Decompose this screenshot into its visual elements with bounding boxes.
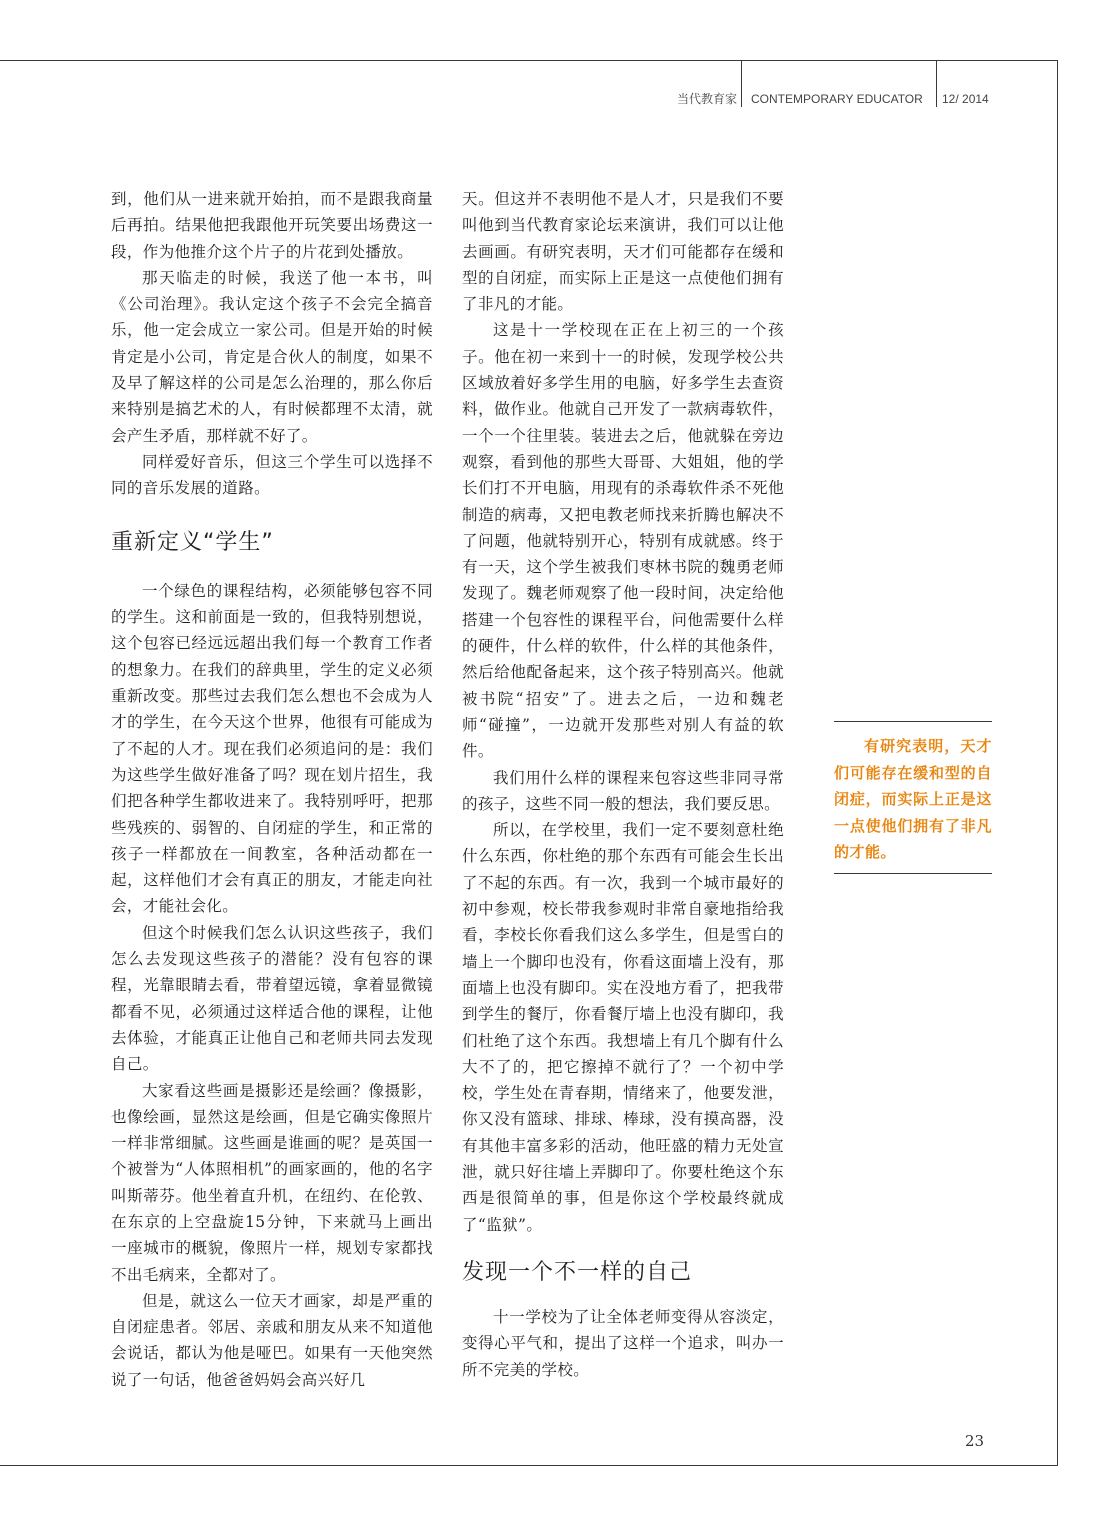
paragraph: 这是十一学校现在正在上初三的一个孩子。他在初一来到十一的时候，发现学校公共区域放着好多学生用的电脑，好多学生去查资料，做作业。他就自己开发了一款病毒软件，一个一个往里装。装进去之后，他就躲在旁边观察，看到他的那些大哥哥、大姐姐，他的学长们打不开电脑，用现有的杀毒软件杀不死他制造的病毒，又把电教老师找来折腾也解决不了问题，他就特别开心，特别有成就感。终于有一天，这个学生被我们枣林书院的魏勇老师发现了。魏老师观察了他一段时间，决定给他搭建一个包容性的课程平台，问他需要什么样的硬件，什么样的软件，什么样的其他条件，然后给他配备起来，这个孩子特别高兴。他就被书院“招安”了。进去之后，一边和魏老师“碰撞”，一边就开发那些对别人有益的软件。 — [462, 321, 784, 761]
pullquote-top-rule — [834, 721, 992, 722]
frame-top-rule — [0, 60, 1058, 61]
paragraph: 那天临走的时候，我送了他一本书，叫《公司治理》。我认定这个孩子不会完全搞音乐，他一定会成立一家公司。但是开始的时候肯定是小公司，肯定是合伙人的制度，如果不及早了解这样的公司是怎么治理的，那么你后来特别是搞艺术的人，有时候都理不太清，就会产生矛盾，那样就不好了。 — [111, 268, 433, 445]
page-number: 23 — [965, 1432, 985, 1450]
header-divider — [741, 60, 742, 107]
frame-bottom-rule — [0, 1465, 1058, 1466]
header-issue: 12/ 2014 — [942, 92, 989, 106]
frame-right-rule — [1057, 60, 1058, 1465]
header-magazine-en: CONTEMPORARY EDUCATOR — [751, 92, 923, 106]
section-heading: 重新定义“学生” — [111, 529, 274, 555]
paragraph: 但这个时候我们怎么认识这些孩子，我们怎么去发现这些孩子的潜能？没有包容的课程，光靠眼睛去看，带着望远镜，拿着显微镜都看不见，必须通过这样适合他的课程，让他去体验，才能真正让他自己和老师共同去发现自己。 — [111, 923, 433, 1074]
header-divider — [936, 60, 937, 107]
paragraph: 一个绿色的课程结构，必须能够包容不同的学生。这和前面是一致的，但我特别想说，这个包容已经远远超出我们每一个教育工作者的想象力。在我们的辞典里，学生的定义必须重新改变。那些过去我们怎么想也不会成为人才的学生，在今天这个世界，他很有可能成为了不起的人才。现在我们必须追问的是：我们为这些学生做好准备了吗？现在划片招生，我们把各种学生都收进来了。我特别呼吁，把那些残疾的、弱智的、自闭症的学生，和正常的孩子一样都放在一间教室，各种活动都在一起，这样他们才会有真正的朋友，才能走向社会，才能社会化。 — [111, 581, 433, 916]
left-column — [111, 186, 433, 1393]
paragraph: 到，他们从一进来就开始拍，而不是跟我商量后再拍。结果他把我跟他开玩笑要出场费这一段，作为他推介这个片子的片花到处播放。 — [111, 190, 433, 261]
section-heading: 发现一个不一样的自己 — [462, 1259, 693, 1285]
paragraph: 同样爱好音乐，但这三个学生可以选择不同的音乐发展的道路。 — [111, 452, 433, 498]
paragraph: 但是，就这么一位天才画家，却是严重的自闭症患者。邻居、亲戚和朋友从来不知道他会说话，都认为他是哑巴。如果有一天他突然说了一句话，他爸爸妈妈会高兴好几 — [111, 1291, 433, 1389]
paragraph: 十一学校为了让全体老师变得从容淡定，变得心平气和，提出了这样一个追求，叫办一所不完美的学校。 — [462, 1308, 784, 1379]
pullquote: 有研究表明，天才们可能存在缓和型的自闭症，而实际上正是这一点使他们拥有了非凡的才能。 — [834, 737, 992, 861]
pullquote-bottom-rule — [834, 873, 992, 874]
header-magazine-cn: 当代教育家 — [677, 92, 738, 106]
paragraph: 天。但这并不表明他不是人才，只是我们不要叫他到当代教育家论坛来演讲，我们可以让他去画画。有研究表明，天才们可能都存在缓和型的自闭症，而实际上正是这一点使他们拥有了非凡的才能。 — [462, 190, 784, 314]
right-column — [462, 186, 784, 1383]
paragraph: 所以，在学校里，我们一定不要刻意杜绝什么东西，你杜绝的那个东西有可能会生长出了不起的东西。有一次，我到一个城市最好的初中参观，校长带我参观时非常自豪地指给我看，李校长你看我们这么多学生，但是雪白的墙上一个脚印也没有，你看这面墙上没有，那面墙上也没有脚印。实在没地方看了，把我带到学生的餐厅，你看餐厅墙上也没有脚印，我们杜绝了这个东西。我想墙上有几个脚有什么大不了的，把它擦掉不就行了？一个初中学校，学生处在青春期，情绪来了，他要发泄，你又没有篮球、排球、棒球，没有摸高器，没有其他丰富多彩的活动，他旺盛的精力无处宣泄，就只好往墙上弄脚印了。你要杜绝这个东西是很简单的事，但是你这个学校最终就成了“监狱”。 — [462, 821, 784, 1234]
paragraph: 大家看这些画是摄影还是绘画？像摄影，也像绘画，显然这是绘画，但是它确实像照片一样非常细腻。这些画是谁画的呢？是英国一个被誉为“人体照相机”的画家画的，他的名字叫斯蒂芬。他坐着直升机，在纽约、在伦敦、在东京的上空盘旋15分钟，下来就马上画出一座城市的概貌，像照片一样，规划专家都找不出毛病来，全都对了。 — [111, 1081, 433, 1284]
paragraph: 我们用什么样的课程来包容这些非同寻常的孩子，这些不同一般的想法，我们要反思。 — [462, 768, 784, 813]
